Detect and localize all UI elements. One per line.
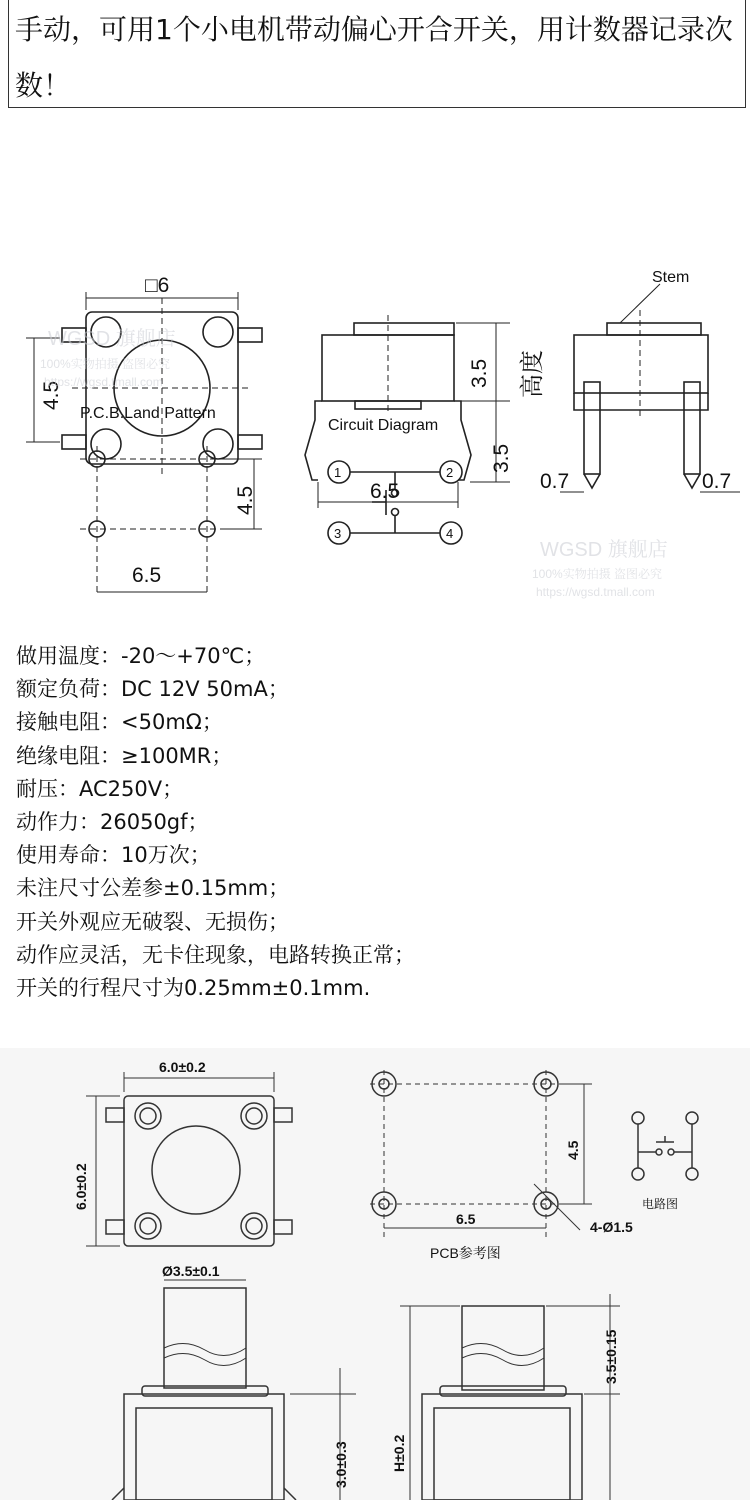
dim-body-height: 3.5 — [490, 443, 513, 473]
pin-number: 4 — [446, 526, 454, 541]
notice-text: 手动，可用1个小电机带动偏心开合开关，用计数器记录次数！ — [15, 13, 733, 102]
watermark-brand: WGSD 旗舰店 — [48, 328, 176, 350]
dim-pin-right: 0.7 — [702, 470, 732, 493]
dim-h: H±0.2 — [391, 1434, 407, 1472]
stem-end — [607, 323, 701, 335]
watermark-tagline: 100%实物拍摄 盗图必究 — [532, 567, 663, 581]
corner-hole — [203, 429, 233, 459]
spec-tolerance: 未注尺寸公差参±0.15mm； — [16, 876, 290, 901]
dim-width: 6.5 — [370, 480, 400, 503]
circuit-caption: 电路图 — [642, 1197, 679, 1211]
pin-tab — [62, 435, 86, 449]
end-lead-left — [584, 382, 600, 474]
dim-stem-height: 3.5 — [468, 358, 491, 388]
dim-stem-dia: Ø3.5±0.1 — [162, 1263, 220, 1279]
corner-hole — [203, 317, 233, 347]
stem-front — [164, 1288, 246, 1388]
spec-travel: 开关的行程尺寸为0.25mm±0.1mm. — [16, 976, 371, 1001]
height-label: 高度 — [519, 350, 546, 398]
stem-label: Stem — [652, 269, 690, 286]
dim-height-tol: 6.0±0.2 — [73, 1163, 89, 1210]
spec-insulation-resistance: 绝缘电阻：≥100MR； — [16, 743, 233, 768]
pcb-h-dim: 6.5 — [456, 1211, 476, 1227]
corner-hole — [91, 429, 121, 459]
switch-body-top-view — [124, 1096, 274, 1246]
watermark-url: https://wgsd.tmall.com — [536, 585, 655, 599]
watermark-url: https://wgsd.tmall.com — [44, 375, 163, 389]
watermark-brand: WGSD 旗舰店 — [540, 539, 668, 561]
spec-life: 使用寿命：10万次； — [16, 843, 211, 868]
hole-dim: 4-Ø1.5 — [590, 1219, 633, 1235]
pcb-h-dim: 6.5 — [132, 564, 162, 587]
dim-width-tol: 6.0±0.2 — [159, 1059, 206, 1075]
pin-tab — [238, 435, 262, 449]
pin-tab — [238, 328, 262, 342]
pcb-title: P.C.B.Land Pattern — [80, 405, 216, 422]
left-lead — [305, 401, 322, 480]
spec-list — [16, 640, 736, 1005]
switch-button-top-view — [152, 1126, 240, 1214]
pin-number: 2 — [446, 465, 454, 480]
spec-action: 动作应灵活，无卡住现象，电路转换正常； — [16, 942, 415, 967]
pin-number: 3 — [334, 526, 342, 541]
pcb-caption: PCB参考图 — [430, 1245, 501, 1261]
dim-pin-left: 0.7 — [540, 470, 570, 493]
spec-operating-temp: 做用温度：-20～+70℃； — [16, 644, 266, 668]
spec-contact-resistance: 接触电阻：<50mΩ； — [16, 710, 223, 735]
notice-box — [8, 0, 746, 108]
watermark-tagline: 100%实物拍摄 盗图必究 — [40, 357, 171, 371]
spec-withstand-voltage: 耐压：AC250V； — [16, 776, 184, 801]
spec-operating-force: 动作力：26050gf； — [16, 810, 209, 835]
dim-top: □6 — [145, 274, 170, 297]
circuit-title: Circuit Diagram — [328, 417, 439, 434]
pin-number: 1 — [334, 465, 342, 480]
stem-side — [354, 323, 454, 335]
body-end — [574, 335, 708, 393]
end-lead-right — [684, 382, 700, 474]
dim-left: 4.5 — [40, 380, 63, 410]
dimension-diagram-en — [0, 120, 750, 605]
spec-appearance: 开关外观应无破裂、无损伤； — [16, 909, 289, 934]
spec-rated-load: 额定负荷：DC 12V 50mA； — [16, 677, 289, 702]
pcb-v-dim: 4.5 — [234, 485, 257, 515]
body-front — [124, 1394, 284, 1500]
pcb-v-dim: 4.5 — [565, 1140, 581, 1160]
right-lead — [454, 401, 471, 480]
dim-stem-height: 3.5±0.15 — [603, 1329, 619, 1384]
dimension-diagram-cn — [0, 1048, 750, 1500]
dim-body-height: 3.0±0.3 — [333, 1441, 349, 1488]
